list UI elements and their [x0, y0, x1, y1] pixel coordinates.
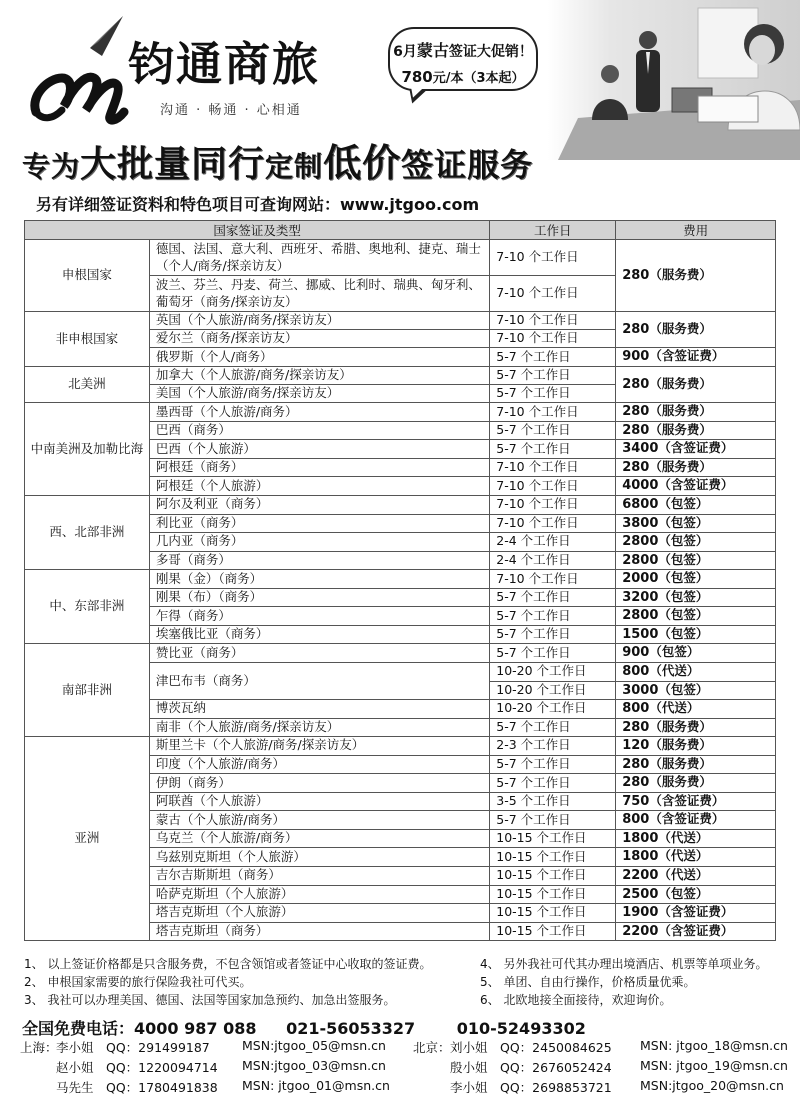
fee-amount: 6800 — [622, 497, 659, 513]
country-cell: 多哥（商务） — [149, 551, 489, 570]
fee-amount: 2000 — [622, 571, 659, 587]
fee-amount: 800 — [622, 812, 650, 828]
country-cell: 乌克兰（个人旅游/商务） — [149, 829, 489, 848]
contact-msn: MSN: jtgoo_01@msn.cn — [242, 1078, 390, 1093]
fee-cell — [616, 644, 776, 663]
region-cell: 中、东部非洲 — [25, 570, 150, 644]
fee-amount: 3800 — [622, 515, 659, 531]
promo-bubble — [388, 27, 538, 91]
workdays-cell: 7-10 个工作日 — [490, 403, 616, 422]
brand-name: 钧通商旅 — [128, 37, 320, 91]
fee-amount: 2800 — [622, 534, 659, 550]
contact-msn: MSN: jtgoo_18@msn.cn — [640, 1038, 788, 1053]
fee-note: （服务费） — [649, 375, 712, 391]
fee-amount: 2800 — [622, 608, 659, 624]
fee-note: （含签证费） — [649, 348, 725, 364]
hotline-phone-2: 021-56053327 — [286, 1019, 416, 1038]
contact-name: 刘小姐 — [450, 1040, 488, 1055]
workdays-cell: 5-7 个工作日 — [490, 755, 616, 774]
fee-cell — [616, 533, 776, 552]
fee-cell — [616, 829, 776, 848]
country-cell: 蒙古（个人旅游/商务） — [149, 811, 489, 830]
fee-note: （包签） — [658, 496, 709, 512]
contact-qq: QQ：2698853721 — [500, 1080, 612, 1095]
promo-line-1: 6月蒙古签证大促销！ — [393, 41, 533, 60]
workdays-cell: 7-10 个工作日 — [490, 514, 616, 533]
fee-amount: 2800 — [622, 552, 659, 568]
contact-msn: MSN:jtgoo_03@msn.cn — [242, 1058, 386, 1073]
workdays-cell: 7-10 个工作日 — [490, 496, 616, 515]
workdays-cell: 7-10 个工作日 — [490, 330, 616, 348]
fee-cell — [616, 607, 776, 626]
fee-note: （含签证费） — [649, 792, 725, 808]
fee-amount: 800 — [622, 663, 650, 679]
main-headline: 专为大批量同行定制低价签证服务 — [22, 140, 534, 185]
hotline-label: 全国免费电话： — [22, 1019, 135, 1038]
country-cell: 巴西（个人旅游） — [149, 440, 489, 459]
fee-amount: 280 — [622, 422, 650, 438]
country-cell: 刚果（金）（商务） — [149, 570, 489, 589]
fee-amount: 280 — [622, 321, 650, 337]
promo-line-2: 780元/本（3本起） — [401, 68, 525, 86]
fee-note: （代送） — [649, 700, 700, 716]
workdays-cell: 5-7 个工作日 — [490, 348, 616, 367]
fee-note: （含签证费） — [658, 440, 734, 456]
workdays-cell: 10-15 个工作日 — [490, 885, 616, 904]
country-cell: 斯里兰卡（个人旅游/商务/探亲访友） — [149, 737, 489, 756]
table-row — [25, 240, 776, 276]
country-cell: 哈萨克斯坦（个人旅游） — [149, 885, 489, 904]
brand-slogan: 沟通 · 畅通 · 心相通 — [160, 103, 302, 118]
fee-amount: 2500 — [622, 886, 659, 902]
country-cell: 刚果（布）（商务） — [149, 588, 489, 607]
contact-qq: QQ：1780491838 — [106, 1080, 218, 1095]
table-row — [25, 644, 776, 663]
workdays-cell: 3-5 个工作日 — [490, 792, 616, 811]
notes-right-column — [480, 955, 790, 1009]
promo-price: 780 — [401, 68, 433, 86]
table-row — [25, 312, 776, 330]
fee-cell — [616, 662, 776, 681]
contact-name: 殷小姐 — [450, 1060, 488, 1075]
fee-note: （包签） — [658, 885, 709, 901]
country-cell: 英国（个人旅游/商务/探亲访友） — [149, 312, 489, 330]
fee-amount: 800 — [622, 701, 650, 717]
fee-note: （含签证费） — [658, 904, 734, 920]
workdays-cell: 5-7 个工作日 — [490, 366, 616, 384]
workdays-cell: 7-10 个工作日 — [490, 276, 616, 312]
fee-note: （包签） — [658, 625, 709, 641]
fee-cell — [616, 551, 776, 570]
fee-cell — [616, 904, 776, 923]
country-cell: 波兰、芬兰、丹麦、荷兰、挪威、比利时、瑞典、匈牙利、葡萄牙（商务/探亲访友） — [149, 276, 489, 312]
fee-note: （服务费） — [649, 755, 712, 771]
website-subheadline: 另有详细签证资料和特色项目可查询网站：www.jtgoo.com — [36, 195, 480, 214]
fee-note: （代送） — [658, 829, 709, 845]
workdays-cell: 10-15 个工作日 — [490, 848, 616, 867]
fee-note: （服务费） — [649, 403, 712, 419]
fee-amount: 1500 — [622, 626, 659, 642]
workdays-cell: 5-7 个工作日 — [490, 421, 616, 440]
fee-note: （包签） — [658, 570, 709, 586]
fee-note: （代送） — [658, 848, 709, 864]
fee-note: （含签证费） — [658, 922, 734, 938]
fee-amount: 280 — [622, 459, 650, 475]
fee-amount: 280 — [622, 775, 650, 791]
country-cell: 埃塞俄比亚（商务） — [149, 625, 489, 644]
fee-cell — [616, 718, 776, 737]
table-row — [25, 737, 776, 756]
country-cell: 阿联酋（个人旅游） — [149, 792, 489, 811]
fee-cell — [616, 681, 776, 700]
workdays-cell: 5-7 个工作日 — [490, 440, 616, 459]
workdays-cell: 10-15 个工作日 — [490, 904, 616, 923]
fee-cell — [616, 848, 776, 867]
fee-note: （包签） — [658, 681, 709, 697]
workdays-cell: 7-10 个工作日 — [490, 458, 616, 477]
fee-note: （包签） — [658, 533, 709, 549]
region-cell: 亚洲 — [25, 737, 150, 941]
fee-note: （含签证费） — [649, 811, 725, 827]
fee-note: （包签） — [658, 607, 709, 623]
fee-amount: 3000 — [622, 682, 659, 698]
workdays-cell: 5-7 个工作日 — [490, 644, 616, 663]
note-item: 3、 我社可以办理美国、德国、法国等国家加急预约、加急出签服务。 — [24, 993, 396, 1007]
visa-price-table — [24, 220, 776, 941]
beijing-label: 北京： — [413, 1040, 451, 1055]
fee-amount: 750 — [622, 793, 650, 809]
fee-amount: 280 — [622, 719, 650, 735]
contact-qq: QQ：2676052424 — [500, 1060, 612, 1075]
fee-cell — [616, 792, 776, 811]
workdays-cell: 10-15 个工作日 — [490, 922, 616, 941]
workdays-cell: 5-7 个工作日 — [490, 385, 616, 403]
fee-cell — [616, 496, 776, 515]
table-row — [25, 403, 776, 422]
contact-name: 马先生 — [56, 1080, 94, 1095]
fee-cell — [616, 440, 776, 459]
fee-note: （代送） — [649, 662, 700, 678]
workdays-cell: 10-15 个工作日 — [490, 866, 616, 885]
workdays-cell: 7-10 个工作日 — [490, 312, 616, 330]
region-cell: 申根国家 — [25, 240, 150, 312]
contact-name: 赵小姐 — [56, 1060, 94, 1075]
notes-left-column — [24, 955, 474, 1009]
contact-qq: QQ：2450084625 — [500, 1040, 612, 1055]
fee-amount: 1900 — [622, 905, 659, 921]
fee-note: （服务费） — [649, 718, 712, 734]
country-cell: 俄罗斯（个人/商务） — [149, 348, 489, 367]
fee-amount: 3200 — [622, 589, 659, 605]
workdays-cell: 10-20 个工作日 — [490, 681, 616, 700]
fee-amount: 2200 — [622, 867, 659, 883]
fee-cell — [616, 403, 776, 422]
fee-cell — [616, 885, 776, 904]
fee-amount: 280 — [622, 267, 650, 283]
header-country: 国家签证及类型 — [25, 221, 490, 240]
fee-amount: 280 — [622, 376, 650, 392]
header-days: 工作日 — [490, 221, 616, 240]
fee-note: （服务费） — [649, 320, 712, 336]
fee-note: （服务费） — [649, 266, 712, 282]
workdays-cell: 2-4 个工作日 — [490, 551, 616, 570]
note-item: 5、 单团、自由行操作，价格质量优乘。 — [480, 975, 696, 989]
country-cell: 塔吉克斯坦（商务） — [149, 922, 489, 941]
workdays-cell: 5-7 个工作日 — [490, 607, 616, 626]
fee-amount: 2200 — [622, 923, 659, 939]
country-cell: 阿根廷（商务） — [149, 458, 489, 477]
fee-cell — [616, 588, 776, 607]
region-cell: 非申根国家 — [25, 312, 150, 367]
country-cell: 几内亚（商务） — [149, 533, 489, 552]
fee-cell — [616, 421, 776, 440]
workdays-cell: 5-7 个工作日 — [490, 588, 616, 607]
fee-cell — [616, 366, 776, 402]
contact-qq: QQ：291499187 — [106, 1040, 210, 1055]
country-cell: 利比亚（商务） — [149, 514, 489, 533]
fee-cell — [616, 312, 776, 348]
fee-cell — [616, 866, 776, 885]
fee-note: （服务费） — [649, 774, 712, 790]
contact-msn: MSN:jtgoo_20@msn.cn — [640, 1078, 784, 1093]
country-cell: 博茨瓦纳 — [149, 700, 489, 719]
country-cell: 赞比亚（商务） — [149, 644, 489, 663]
country-cell: 津巴布韦（商务） — [149, 662, 489, 699]
fee-amount: 3400 — [622, 441, 659, 457]
note-item: 2、 申根国家需要的旅行保险我社可代买。 — [24, 975, 252, 989]
fee-cell — [616, 348, 776, 367]
table-row — [25, 496, 776, 515]
fee-cell — [616, 922, 776, 941]
contact-name: 李小姐 — [56, 1040, 94, 1055]
country-cell: 吉尔吉斯斯坦（商务） — [149, 866, 489, 885]
country-cell: 伊朗（商务） — [149, 774, 489, 793]
fee-note: （代送） — [658, 866, 709, 882]
region-cell: 中南美洲及加勒比海 — [25, 403, 150, 496]
fee-cell — [616, 811, 776, 830]
table-header-row — [25, 221, 776, 240]
fee-amount: 1800 — [622, 849, 659, 865]
shanghai-label: 上海： — [20, 1040, 58, 1055]
header-fee: 费用 — [616, 221, 776, 240]
region-cell: 西、北部非洲 — [25, 496, 150, 570]
region-cell: 北美洲 — [25, 366, 150, 402]
fee-amount: 900 — [622, 349, 650, 365]
country-cell: 墨西哥（个人旅游/商务） — [149, 403, 489, 422]
country-cell: 巴西（商务） — [149, 421, 489, 440]
workdays-cell: 10-15 个工作日 — [490, 829, 616, 848]
country-cell: 阿根廷（个人旅游） — [149, 477, 489, 496]
fee-note: （包签） — [658, 514, 709, 530]
workdays-cell: 5-7 个工作日 — [490, 774, 616, 793]
fee-amount: 900 — [622, 645, 650, 661]
fee-amount: 4000 — [622, 478, 659, 494]
fee-amount: 280 — [622, 756, 650, 772]
business-people-photo — [548, 0, 800, 160]
fee-cell — [616, 700, 776, 719]
fee-note: （包签） — [649, 644, 700, 660]
country-cell: 德国、法国、意大利、西班牙、希腊、奥地利、捷克、瑞士（个人/商务/探亲访友） — [149, 240, 489, 276]
hotline-phone-1: 4000 987 088 — [134, 1019, 257, 1038]
fee-cell — [616, 737, 776, 756]
contact-name: 李小姐 — [450, 1080, 488, 1095]
fee-note: （包签） — [658, 551, 709, 567]
country-cell: 塔吉克斯坦（个人旅游） — [149, 904, 489, 923]
workdays-cell: 10-20 个工作日 — [490, 700, 616, 719]
fee-note: （含签证费） — [658, 477, 734, 493]
fee-note: （服务费） — [649, 458, 712, 474]
fee-amount: 280 — [622, 404, 650, 420]
contact-qq: QQ：1220094714 — [106, 1060, 218, 1075]
fee-cell — [616, 477, 776, 496]
workdays-cell: 7-10 个工作日 — [490, 570, 616, 589]
note-item: 4、 另外我社可代其办理出境酒店、机票等单项业务。 — [480, 957, 768, 971]
table-row — [25, 570, 776, 589]
workdays-cell: 5-7 个工作日 — [490, 625, 616, 644]
note-item: 6、 北欧地接全面接待，欢迎询价。 — [480, 993, 672, 1007]
table-row — [25, 366, 776, 384]
workdays-cell: 5-7 个工作日 — [490, 811, 616, 830]
hotline-phone-3: 010-52493302 — [456, 1019, 586, 1038]
country-cell: 加拿大（个人旅游/商务/探亲访友） — [149, 366, 489, 384]
workdays-cell: 2-4 个工作日 — [490, 533, 616, 552]
fee-cell — [616, 755, 776, 774]
country-cell: 乍得（商务） — [149, 607, 489, 626]
fee-cell — [616, 570, 776, 589]
fee-cell — [616, 774, 776, 793]
fee-note: （包签） — [658, 588, 709, 604]
workdays-cell: 5-7 个工作日 — [490, 718, 616, 737]
contact-msn: MSN:jtgoo_05@msn.cn — [242, 1038, 386, 1053]
workdays-cell: 7-10 个工作日 — [490, 240, 616, 276]
fee-amount: 120 — [622, 738, 650, 754]
country-cell: 南非（个人旅游/商务/探亲访友） — [149, 718, 489, 737]
contact-msn: MSN: jtgoo_19@msn.cn — [640, 1058, 788, 1073]
country-cell: 阿尔及利亚（商务） — [149, 496, 489, 515]
fee-amount: 1800 — [622, 830, 659, 846]
region-cell: 南部非洲 — [25, 644, 150, 737]
workdays-cell: 10-20 个工作日 — [490, 662, 616, 681]
country-cell: 美国（个人旅游/商务/探亲访友） — [149, 385, 489, 403]
fee-cell — [616, 240, 776, 312]
country-cell: 乌兹别克斯坦（个人旅游） — [149, 848, 489, 867]
note-item: 1、 以上签证价格都是只含服务费，不包含领馆或者签证中心收取的签证费。 — [24, 957, 432, 971]
fee-cell — [616, 458, 776, 477]
country-cell: 印度（个人旅游/商务） — [149, 755, 489, 774]
country-cell: 爱尔兰（商务/探亲访友） — [149, 330, 489, 348]
fee-cell — [616, 625, 776, 644]
fee-cell — [616, 514, 776, 533]
hotline-bar — [22, 1016, 586, 1039]
workdays-cell: 2-3 个工作日 — [490, 737, 616, 756]
fee-note: （服务费） — [649, 737, 712, 753]
fee-note: （服务费） — [649, 421, 712, 437]
workdays-cell: 7-10 个工作日 — [490, 477, 616, 496]
brand-logo — [28, 8, 138, 128]
